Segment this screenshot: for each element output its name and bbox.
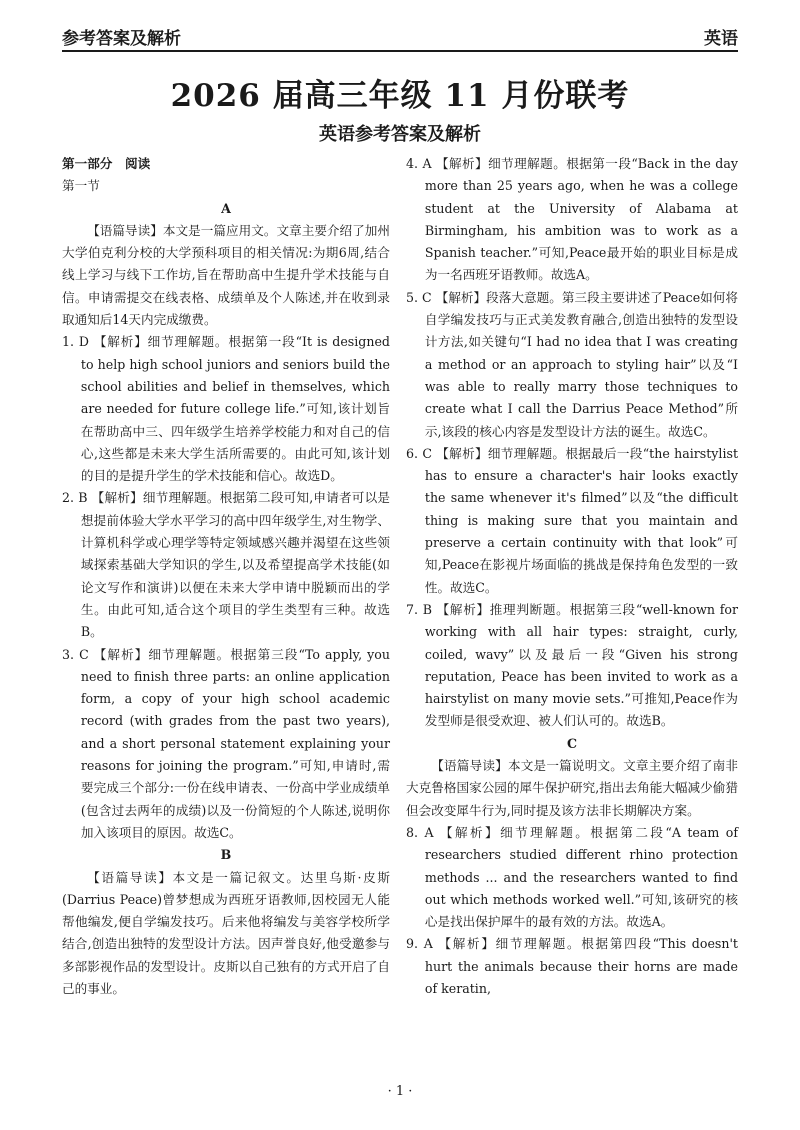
answer-8: 8. A 【解析】细节理解题。根据第二段“A team of researchers studied different rhino protection methods ... and the researchers wanted to find out which methods worked well.”可知,该研究的核心是找出保护犀牛的最有效的方法。故选A。: [406, 824, 738, 930]
header-subject-label: 英语: [704, 29, 738, 49]
page-header: [62, 22, 738, 52]
page-number: · 1 ·: [387, 1084, 413, 1099]
passage-c-heading: C: [566, 735, 578, 751]
answer-4: 4. A 【解析】细节理解题。根据第一段“Back in the day more than 25 years ago, when he was a college student at the University of Alabama at Birmingham, his ambition was to work as a Spanish teacher.”可知,Peace最开始的职业目标是成为一名西班牙语教师。故选A。: [406, 156, 738, 283]
passage-a-heading: A: [221, 200, 231, 216]
passage-c-guide: 【语篇导读】本文是一篇说明文。文章主要介绍了南非大克鲁格国家公园的犀牛保护研究,指出去角能大幅减少偷猎但会改变犀牛行为,同时提及该方法非长期解决方案。: [406, 758, 738, 818]
answer-3: 3. C 【解析】细节理解题。根据第三段“To apply, you need to finish three parts: an online application form, a copy of your high school academic record (with grades from the past two years), and a short personal statement explaining your reasons for joining the program.”可知,申请时,需要完成三个部分:一份在线申请表、一份高中学业成绩单(包含过去两年的成绩)以及一份简短的个人陈述,说明你加入该项目的原因。故选C。: [62, 646, 390, 840]
document-title: 2026 届高三年级 11 月份联考: [170, 78, 630, 114]
section-heading: 第一节: [62, 178, 100, 194]
answer-2: 2. B 【解析】细节理解题。根据第二段可知,申请者可以是想提前体验大学水平学习的高中四年级学生,对生物学、计算机科学或心理学等特定领域感兴趣并渴望在这些领域探索基础大学知识的学生,以及希望提高学术技能(如论文写作和演讲)以便在未来大学申请中脱颖而出的学生。由此可知,适合这个项目的学生类型有三种。故选B。: [62, 490, 390, 640]
answer-7: 7. B 【解析】推理判断题。根据第三段“well-known for working with all hair types: straight, curly, coiled, wavy”以及最后一段“Given his strong reputation, Peace has been invited to work as a hairstylist on many movie sets.”可推知,Peace作为发型师是很受欢迎、被人们认可的。故选B。: [406, 601, 738, 729]
passage-b-heading: B: [220, 847, 232, 863]
answer-9: 9. A 【解析】细节理解题。根据第四段“This doesn't hurt the animals because their horns are made of keratin,: [406, 936, 738, 996]
document-subtitle: 英语参考答案及解析: [319, 124, 481, 145]
part-heading: 第一部分 阅读: [62, 156, 151, 171]
passage-b-guide: 【语篇导读】本文是一篇记叙文。达里乌斯·皮斯(Darrius Peace)曾梦想成为西班牙语教师,因校园无人能帮他编发,便自学编发技巧。后来他将编发与美容学校所学结合,创造出独特的发型设计方法。因声誉良好,他受邀参与多部影视作品的发型设计。皮斯以自己独有的方式开启了自己的事业。: [62, 869, 390, 996]
answer-6: 6. C 【解析】细节理解题。根据最后一段“the hairstylist has to ensure a character's hair looks exactly the same whenever it's filmed”以及“the difficult thing is making sure that you maintain and preserve a certain continuity with that look”可知,Peace在影视片场面临的挑战是保持角色发型的一致性。故选C。: [406, 445, 738, 595]
left-column: [62, 153, 390, 1000]
passage-a-guide: 【语篇导读】本文是一篇应用文。文章主要介绍了加州大学伯克利分校的大学预科项目的相关情况:为期6周,结合线上学习与线下工作坊,旨在帮助高中生提升学术技能与自信。申请需提交在线表格、成绩单及个人陈述,并在收到录取通知后14天内完成缴费。: [62, 222, 390, 328]
answer-5: 5. C 【解析】段落大意题。第三段主要讲述了Peace如何将自学编发技巧与正式美发教育融合,创造出独特的发型设计方法,如关键句“I had no idea that I was creating a method or an approach to styling hair”以及“I was able to really marry those techniques to create what I call the Darrius Peace Method”所示,该段的核心内容是发型设计方法的诞生。故选C。: [406, 289, 738, 439]
answer-1: 1. D 【解析】细节理解题。根据第一段“It is designed to help high school juniors and seniors build the school abilities and belief in themselves, which are needed for future college life.”可知,该计划旨在帮助高中三、四年级学生培养学校能力和对自己的信心,这些都是未来大学生活所需要的。由此可知,该计划的目的是提升学生的学术技能和信心。故选D。: [62, 334, 390, 484]
right-column: [406, 153, 738, 1000]
header-left-label: 参考答案及解析: [62, 29, 181, 49]
